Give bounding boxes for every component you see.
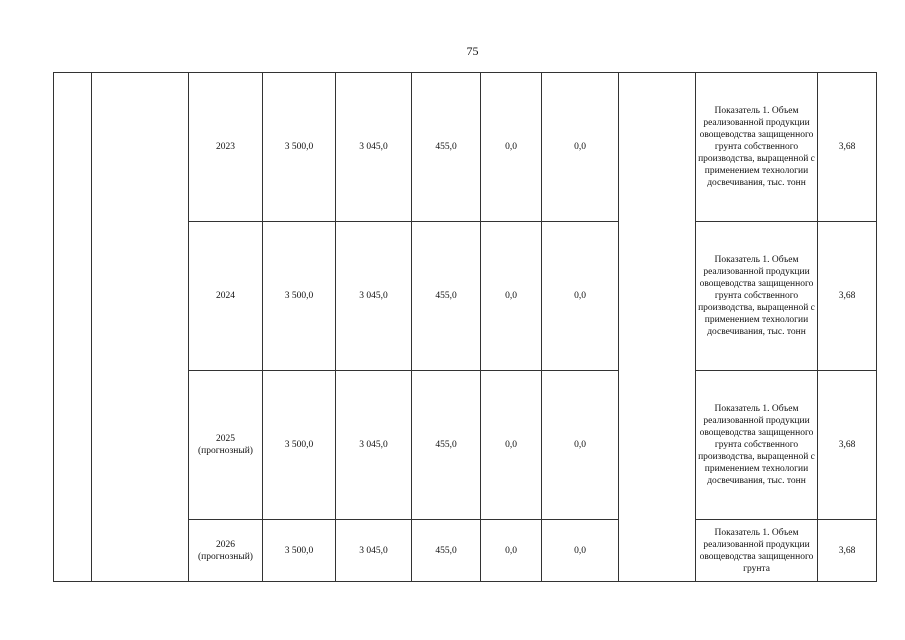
value-cell: 0,0 <box>542 73 619 222</box>
year-cell <box>189 371 263 520</box>
year-cell <box>189 73 263 222</box>
value-cell: 3 045,0 <box>336 371 412 520</box>
year-label: 2026 <box>216 539 235 550</box>
indicator-description: Показатель 1. Объем реализованной продукции овощеводства защищенного грунта собственного производства, выращенной с применением технологии досвечивания, тыс. тонн <box>696 222 818 371</box>
value-cell: 455,0 <box>412 520 481 582</box>
value-cell: 3 500,0 <box>263 520 336 582</box>
value-cell: 455,0 <box>412 73 481 222</box>
empty-cell-number <box>54 73 92 582</box>
empty-cell-result <box>619 73 696 582</box>
empty-cell-name <box>92 73 189 582</box>
indicator-value: 3,68 <box>818 73 877 222</box>
indicator-description: Показатель 1. Объем реализованной продукции овощеводства защищенного грунта <box>696 520 818 582</box>
year-cell <box>189 520 263 582</box>
value-cell: 455,0 <box>412 222 481 371</box>
value-cell: 3 045,0 <box>336 73 412 222</box>
value-cell: 0,0 <box>481 222 542 371</box>
value-cell: 3 500,0 <box>263 371 336 520</box>
year-label: 2025 <box>216 434 235 444</box>
indicator-description: Показатель 1. Объем реализованной продукции овощеводства защищенного грунта собственного производства, выращенной с применением технологии досвечивания, тыс. тонн <box>696 371 818 520</box>
value-cell: 3 045,0 <box>336 520 412 582</box>
page-number: 75 <box>466 44 479 58</box>
value-cell: 0,0 <box>542 520 619 582</box>
indicator-value: 3,68 <box>818 222 877 371</box>
value-cell: 0,0 <box>542 222 619 371</box>
value-cell: 3 500,0 <box>263 222 336 371</box>
indicator-value: 3,68 <box>818 371 877 520</box>
value-cell: 0,0 <box>481 371 542 520</box>
year-label: 2024 <box>216 291 235 301</box>
value-cell: 0,0 <box>542 371 619 520</box>
year-note: (прогнозный) <box>198 551 253 562</box>
year-note: (прогнозный) <box>198 446 253 456</box>
indicator-value: 3,68 <box>818 520 877 582</box>
value-cell: 0,0 <box>481 73 542 222</box>
value-cell: 3 500,0 <box>263 73 336 222</box>
budget-table <box>53 72 877 582</box>
value-cell: 455,0 <box>412 371 481 520</box>
value-cell: 0,0 <box>481 520 542 582</box>
table-row <box>54 73 877 222</box>
value-cell: 3 045,0 <box>336 222 412 371</box>
year-label: 2023 <box>216 142 235 152</box>
year-cell <box>189 222 263 371</box>
indicator-description: Показатель 1. Объем реализованной продукции овощеводства защищенного грунта собственного производства, выращенной с применением технологии досвечивания, тыс. тонн <box>696 73 818 222</box>
